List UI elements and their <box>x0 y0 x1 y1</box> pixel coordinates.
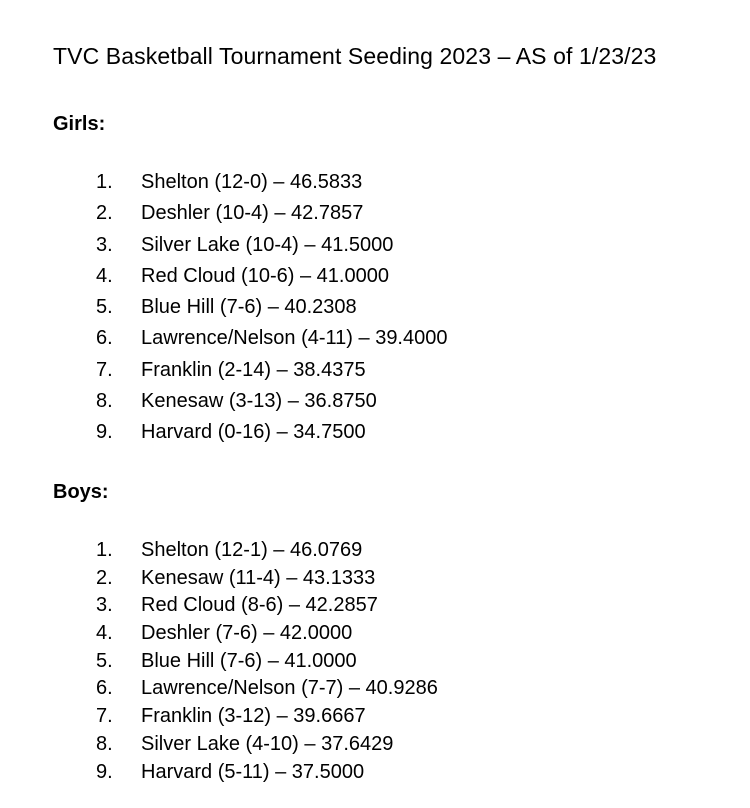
seed-rank: 3. <box>96 233 113 256</box>
seed-rank: 5. <box>96 649 113 672</box>
seed-team: Deshler (10-4) – 42.7857 <box>141 202 364 225</box>
seed-team: Deshler (7-6) – 42.0000 <box>141 622 353 645</box>
seed-rank: 7. <box>96 705 113 728</box>
seed-rank: 3. <box>96 594 113 617</box>
seed-rank: 6. <box>96 677 113 700</box>
seed-team: Lawrence/Nelson (4-11) – 39.4000 <box>141 327 448 350</box>
boys-heading: Boys: <box>53 481 109 503</box>
seed-team: Franklin (3-12) – 39.6667 <box>141 705 366 728</box>
seed-rank: 6. <box>96 327 113 350</box>
seed-rank: 8. <box>96 390 113 413</box>
seed-team: Shelton (12-1) – 46.0769 <box>141 539 363 561</box>
seed-team: Harvard (0-16) – 34.7500 <box>141 421 366 444</box>
girls-heading: Girls: <box>53 113 106 135</box>
seed-rank: 5. <box>96 296 113 319</box>
seed-team: Shelton (12-0) – 46.5833 <box>141 171 363 193</box>
seed-team: Red Cloud (10-6) – 41.0000 <box>141 264 389 287</box>
seed-rank: 9. <box>96 760 113 783</box>
seed-team: Lawrence/Nelson (7-7) – 40.9286 <box>141 677 438 700</box>
seed-team: Kenesaw (3-13) – 36.8750 <box>141 390 377 413</box>
seed-team: Franklin (2-14) – 38.4375 <box>141 358 366 381</box>
seed-rank: 4. <box>96 622 113 645</box>
seed-rank: 1. <box>96 539 113 561</box>
seed-rank: 7. <box>96 358 113 381</box>
seed-team: Blue Hill (7-6) – 40.2308 <box>141 296 357 319</box>
document-title: TVC Basketball Tournament Seeding 2023 – AS of 1/23/23 <box>53 43 657 69</box>
seed-rank: 4. <box>96 264 113 287</box>
seed-rank: 1. <box>96 171 113 193</box>
seed-team: Red Cloud (8-6) – 42.2857 <box>141 594 378 617</box>
seed-team: Silver Lake (4-10) – 37.6429 <box>141 732 394 755</box>
seed-team: Harvard (5-11) – 37.5000 <box>141 760 365 783</box>
seed-team: Silver Lake (10-4) – 41.5000 <box>141 233 394 256</box>
seed-rank: 9. <box>96 421 113 444</box>
seed-rank: 2. <box>96 566 113 589</box>
seed-rank: 8. <box>96 732 113 755</box>
seed-rank: 2. <box>96 202 113 225</box>
seed-team: Kenesaw (11-4) – 43.1333 <box>141 566 376 589</box>
seed-team: Blue Hill (7-6) – 41.0000 <box>141 649 357 672</box>
